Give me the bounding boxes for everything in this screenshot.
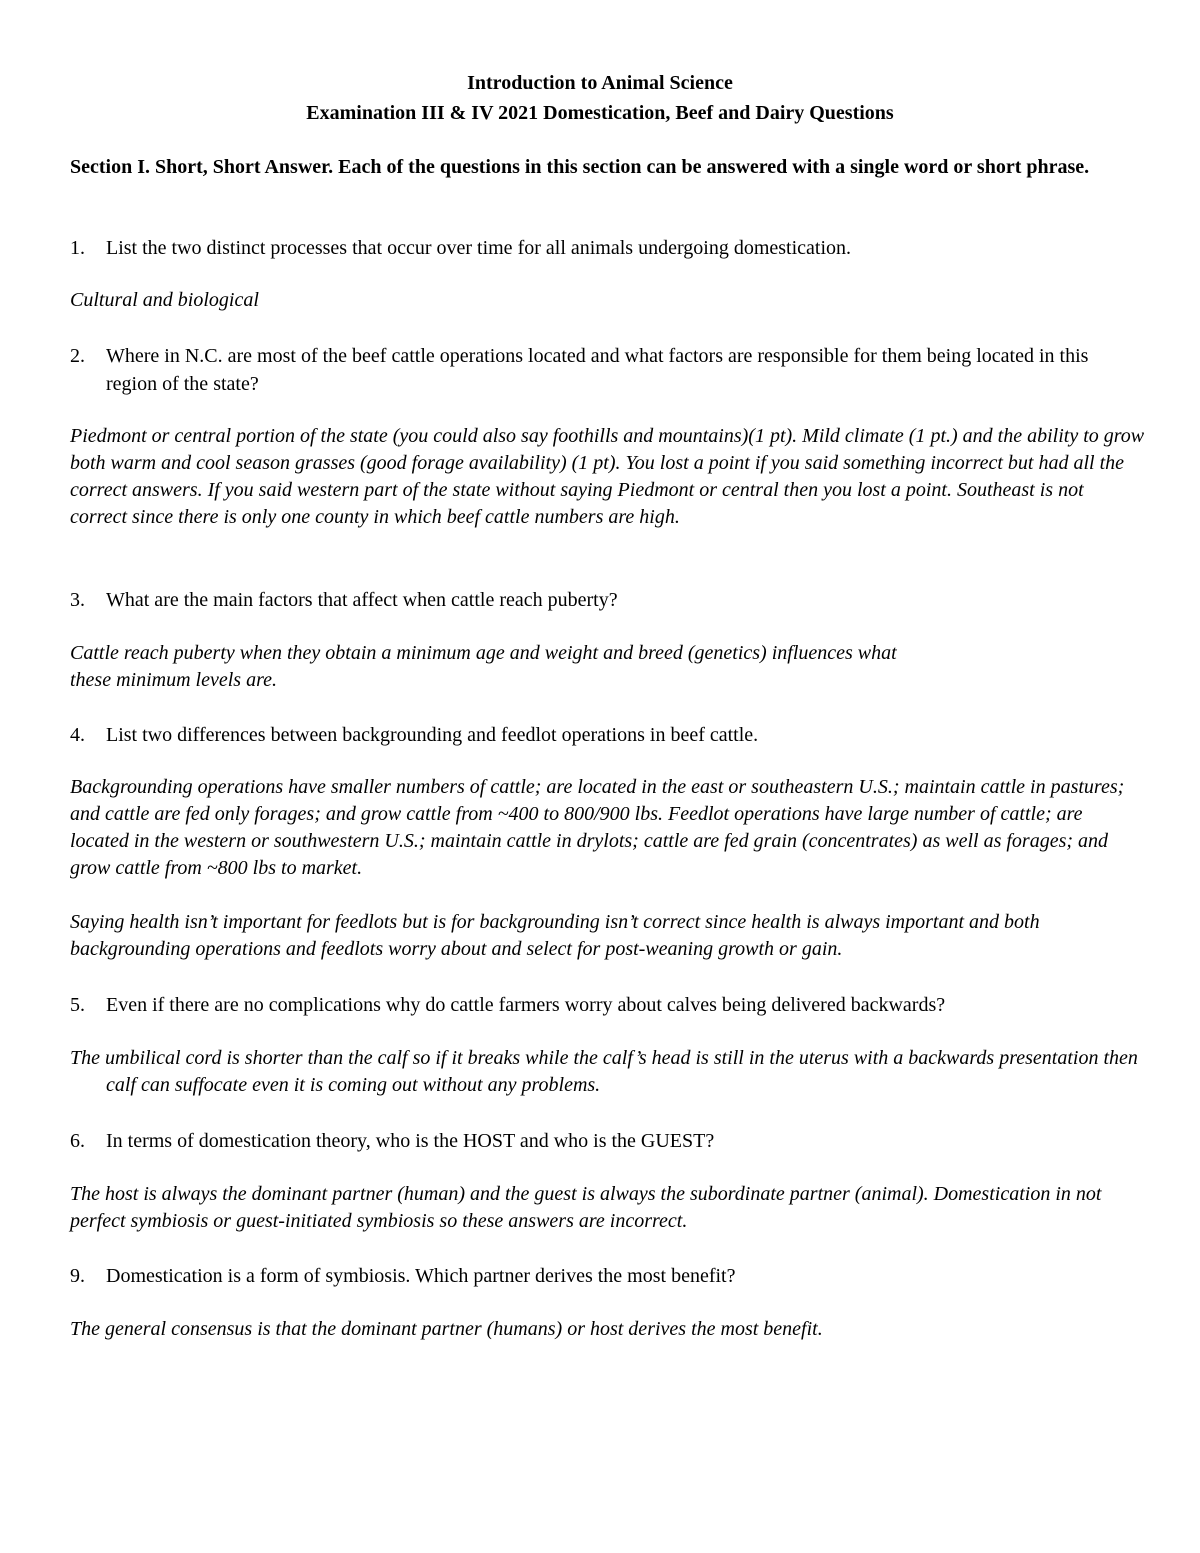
answer-4: Backgrounding operations have smaller numbers of cattle; are located in the east or southeastern U.S.; maintain cattle in pastures; and cattle are fed only forages; and grow cattle from ~400 to 800/900 lbs. Feedlot operations have large number of cattle; are located in the western or southwestern U.S.; maintain cattle in drylots; cattle are fed grain (concentrates) as well as forages; and grow cattle from ~800 lbs to market.: [70, 776, 1125, 879]
question-number: 5.: [70, 994, 85, 1016]
question-text: In terms of domestication theory, who is the HOST and who is the GUEST?: [106, 1130, 715, 1152]
question-3: [70, 586, 1140, 614]
answer-4-note: Saying health isn’t important for feedlots but is for backgrounding isn’t correct since health is always important and both backgrounding operations and feedlots worry about and select for post-weaning growth or gain.: [70, 911, 1040, 960]
question-number: 1.: [70, 237, 85, 259]
question-2: [70, 342, 1140, 398]
question-text: List two differences between backgrounding and feedlot operations in beef cattle.: [106, 724, 759, 746]
answer-3: Cattle reach puberty when they obtain a minimum age and weight and breed (genetics) influences what these minimum levels are.: [70, 642, 897, 691]
question-4: [70, 721, 1140, 749]
question-number: 6.: [70, 1130, 85, 1152]
question-number: 4.: [70, 724, 85, 746]
question-6: [70, 1127, 1140, 1155]
question-number: 2.: [70, 345, 85, 367]
question-number: 9.: [70, 1265, 85, 1287]
answer-1: Cultural and biological: [70, 289, 259, 311]
question-text: List the two distinct processes that occur over time for all animals undergoing domestication.: [106, 237, 852, 259]
question-text: Where in N.C. are most of the beef cattle operations located and what factors are responsible for them being located in this region of the state?: [106, 345, 1089, 395]
course-title: Introduction to Animal Science: [467, 72, 733, 94]
question-text: Even if there are no complications why do cattle farmers worry about calves being delivered backwards?: [106, 994, 946, 1016]
exam-title: Examination III & IV 2021 Domestication, Beef and Dairy Questions: [306, 102, 894, 124]
answer-6: The host is always the dominant partner (human) and the guest is always the subordinate partner (animal). Domestication in not perfect symbiosis or guest-initiated symbiosis so these answers are incorrect.: [70, 1183, 1102, 1232]
question-text: What are the main factors that affect when cattle reach puberty?: [106, 589, 618, 611]
question-5: [70, 991, 1140, 1019]
answer-2: Piedmont or central portion of the state (you could also say foothills and mountains)(1 pt). Mild climate (1 pt.) and the ability to grow both warm and cool season grasses (good forage availability) (1 pt). You lost a point if you said something incorrect but had all the correct answers. If you said western part of the state without saying Piedmont or central then you lost a point. Southeast is not correct since there is only one county in which beef cattle numbers are high.: [70, 425, 1145, 528]
question-9: [70, 1262, 1140, 1290]
answer-9: The general consensus is that the dominant partner (humans) or host derives the most benefit.: [70, 1318, 823, 1340]
question-number: 3.: [70, 589, 85, 611]
question-text: Domestication is a form of symbiosis. Which partner derives the most benefit?: [106, 1265, 736, 1287]
question-1: [70, 234, 1140, 262]
section-heading: Section I. Short, Short Answer. Each of the questions in this section can be answered with a single word or short phrase.: [70, 156, 1090, 178]
answer-5: The umbilical cord is shorter than the calf so if it breaks while the calf’s head is still in the uterus with a backwards presentation then calf can suffocate even it is coming out without any problems.: [70, 1047, 1138, 1096]
